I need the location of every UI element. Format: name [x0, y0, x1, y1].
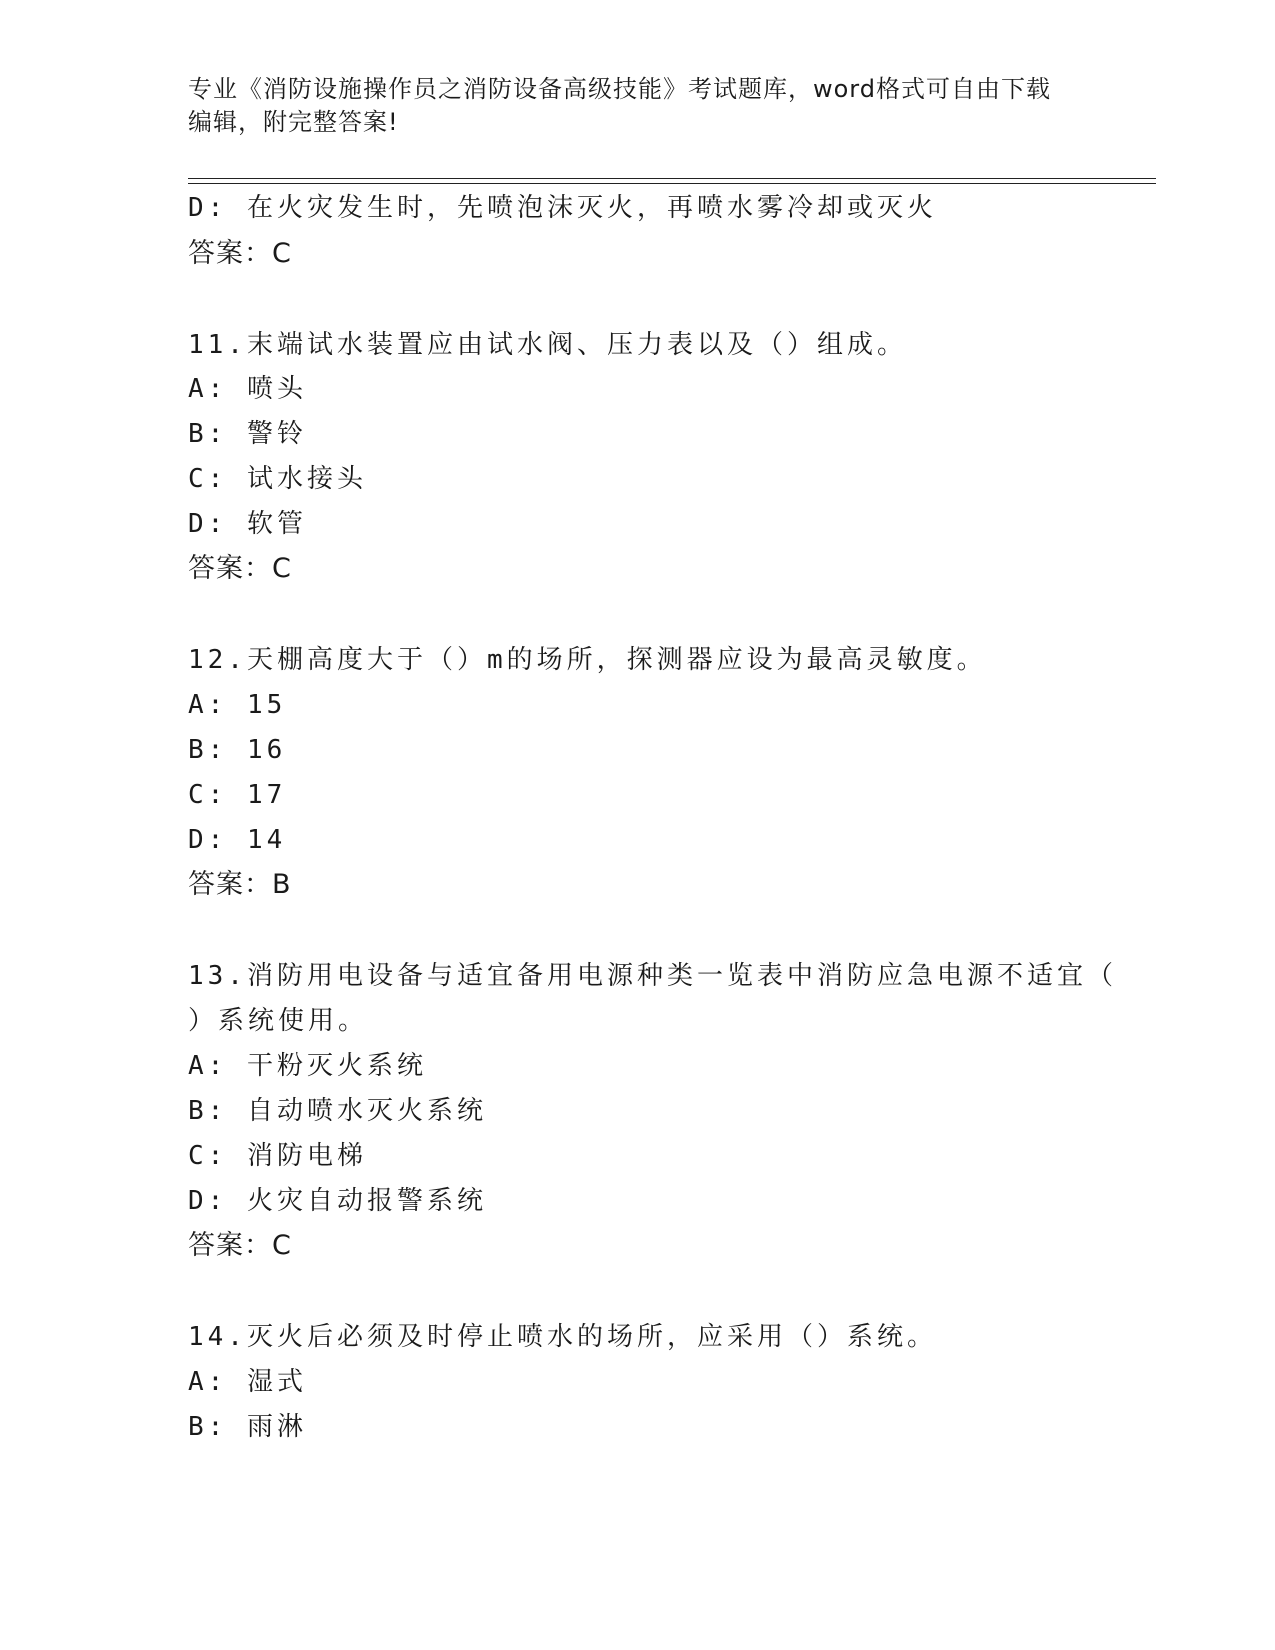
question-14-option-b: B: 雨淋: [188, 1412, 307, 1442]
question-13-option-a: A: 干粉灭火系统: [188, 1051, 427, 1081]
question-11-stem: 11.末端试水装置应由试水阀、压力表以及（）组成。: [188, 330, 907, 360]
question-14-option-a: A: 湿式: [188, 1367, 307, 1397]
question-12-stem: 12.天棚高度大于（）m的场所，探测器应设为最高灵敏度。: [188, 645, 987, 675]
question-11-answer: 答案：C: [188, 553, 292, 584]
prev-answer: 答案：C: [188, 238, 292, 269]
question-13-stem-line1: 13.消防用电设备与适宜备用电源种类一览表中消防应急电源不适宜（: [188, 961, 1117, 991]
question-12-option-c: C: 17: [188, 780, 287, 810]
document-header: 专业《消防设施操作员之消防设备高级技能》考试题库，word格式可自由下载编辑，附完整答案!: [188, 75, 1051, 136]
question-13-option-b: B: 自动喷水灭火系统: [188, 1096, 487, 1126]
question-11-option-d: D: 软管: [188, 509, 307, 539]
header-divider-bottom: [188, 183, 1156, 184]
question-11-option-c: C: 试水接头: [188, 464, 367, 494]
prev-option-d: D: 在火灾发生时，先喷泡沫灭火，再喷水雾冷却或灭火: [188, 193, 937, 223]
question-11-option-a: A: 喷头: [188, 374, 307, 404]
question-11-option-b: B: 警铃: [188, 419, 307, 449]
question-12-option-b: B: 16: [188, 735, 287, 765]
question-12-option-a: A: 15: [188, 690, 287, 720]
header-divider-top: [188, 178, 1156, 179]
question-13-stem-line2: ）系统使用。: [188, 1006, 369, 1036]
question-13-answer: 答案：C: [188, 1230, 292, 1261]
question-13-option-c: C: 消防电梯: [188, 1141, 367, 1171]
question-12-option-d: D: 14: [188, 825, 287, 855]
question-12-answer: 答案：B: [188, 869, 292, 900]
question-14-stem: 14.灭火后必须及时停止喷水的场所，应采用（）系统。: [188, 1322, 937, 1352]
question-13-option-d: D: 火灾自动报警系统: [188, 1186, 487, 1216]
